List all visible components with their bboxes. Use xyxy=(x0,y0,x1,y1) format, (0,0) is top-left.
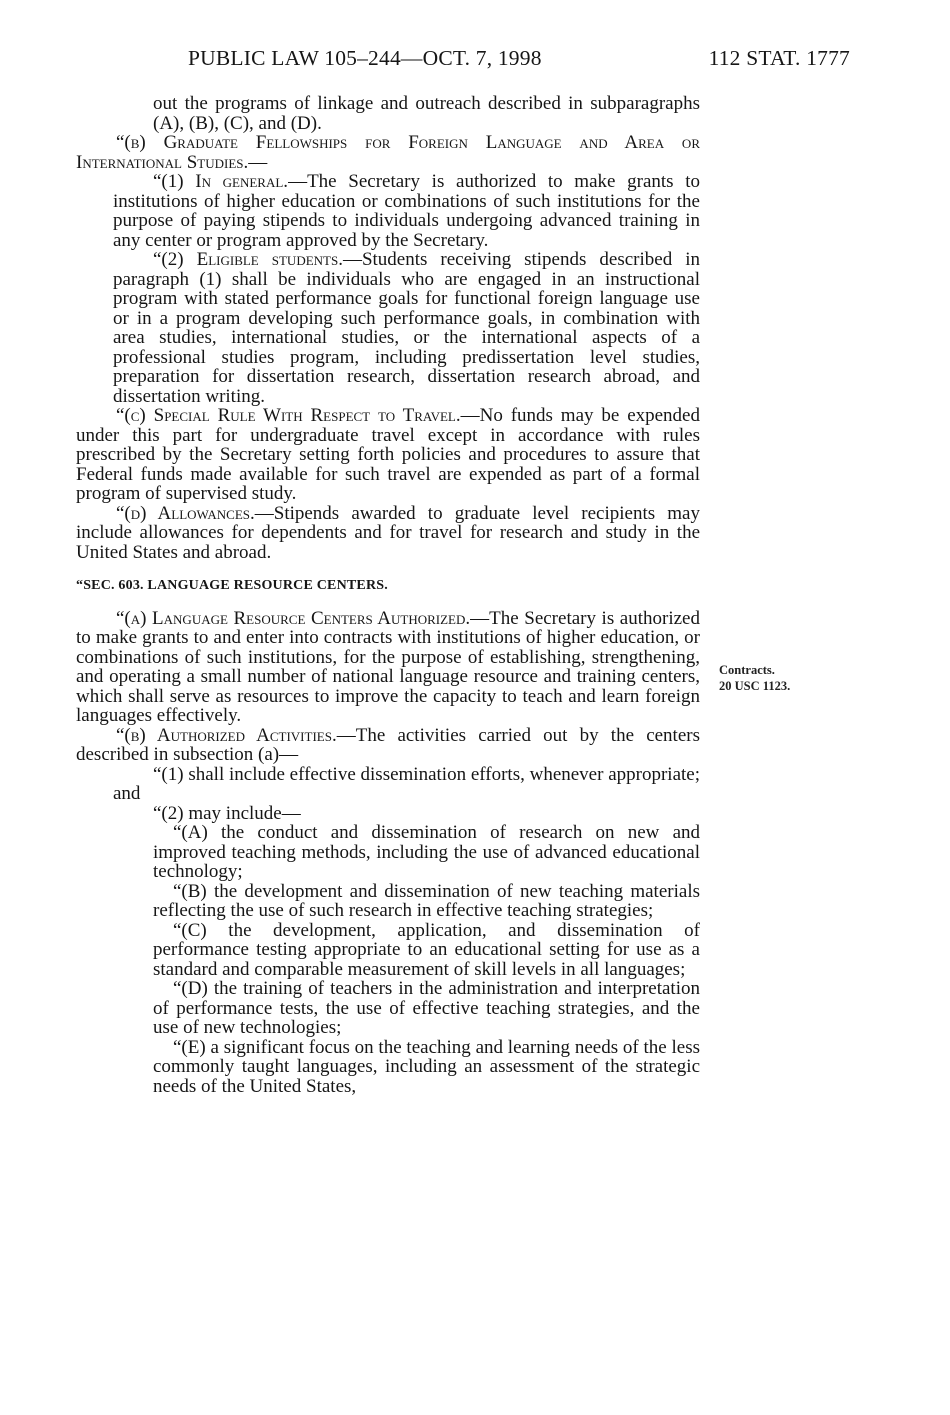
authorized-activities-text: —The activities carried out by the centers described in subsection (a)— xyxy=(76,724,700,765)
paragraph-eligible-students xyxy=(76,250,700,406)
paragraph-special-rule-travel xyxy=(76,406,700,504)
paragraph-item-1: “(1) shall include effective dissemination efforts, whenever appropriate; and xyxy=(113,763,700,804)
paragraph-in-general xyxy=(76,172,700,250)
paragraph-allowances xyxy=(76,504,700,563)
section-603-heading: “SEC. 603. LANGUAGE RESOURCE CENTERS. xyxy=(76,578,388,593)
running-header-title: PUBLIC LAW 105–244—OCT. 7, 1998 xyxy=(188,46,542,70)
paragraph-authorized-activities xyxy=(76,726,700,765)
paragraph-item-E: “(E) a significant focus on the teaching and learning needs of the less commonly taught languages, including an assessment of the strategic needs of the United States, xyxy=(153,1036,700,1097)
special-rule-heading: “(c) Special Rule With Respect to Travel. xyxy=(116,405,461,426)
centers-authorized-heading: “(a) Language Resource Centers Authorized. xyxy=(116,607,471,629)
margin-note-contracts: Contracts. xyxy=(719,663,775,677)
paragraph-centers-authorized xyxy=(76,609,700,726)
body-text xyxy=(76,94,700,1096)
running-header-page: 112 STAT. 1777 xyxy=(708,46,850,70)
paragraph-item-C: “(C) the development, application, and dissemination of performance testing appropriate to an educational setting for use as a standard and comparable measurement of skill levels in all languages; xyxy=(153,919,700,980)
margin-note-usc-citation: 20 USC 1123. xyxy=(719,679,791,693)
allowances-text: —Stipends awarded to graduate level recipients may include allowances for dependents and for travel for research and study in the United States and abroad. xyxy=(76,502,700,563)
in-general-text: —The Secretary is authorized to make grants to institutions of higher education or combinations of such institutions for the purpose of paying stipends to individuals undergoing advanced training in any center or program approved by the Secretary. xyxy=(113,171,701,251)
special-rule-text: —No funds may be expended under this part for undergraduate travel except in accordance with rules prescribed by the Secretary setting forth policies and procedures to assure that Federal funds made available for such travel are expended as part of a formal program of supervised study. xyxy=(76,405,700,504)
in-general-heading: “(1) In general. xyxy=(153,171,289,192)
margin-note xyxy=(719,662,829,694)
paragraph-item-2: “(2) may include— xyxy=(153,802,301,824)
allowances-heading: “(d) Allowances. xyxy=(116,502,255,524)
paragraph-item-B: “(B) the development and dissemination of new teaching materials reflecting the use of such research in effective teaching strategies; xyxy=(153,880,700,921)
eligible-students-text: —Students receiving stipends described in paragraph (1) shall be individuals who are engaged in an instructional program with stated performance goals for functional foreign language use or in a program developing such performance goals, in combination with area studies, international studies, or the international aspects of a professional studies program, including predissertation level studies, preparation for dissertation research, dissertation research abroad, and dissertation writing. xyxy=(113,249,700,407)
authorized-activities-heading: “(b) Authorized Activities. xyxy=(116,724,337,746)
centers-authorized-text: —The Secretary is authorized to make grants to and enter into contracts with institutions of higher education, or combinations of such institutions, for the purpose of establishing, strengthening, and operating a small number of national language resource and training centers, which shall serve as resources to improve the capacity to teach and learn foreign languages effectively. xyxy=(76,607,700,726)
paragraph-item-D: “(D) the training of teachers in the administration and interpretation of performance tests, the use of effective teaching strategies, and the use of new technologies; xyxy=(153,978,700,1038)
paragraph-item-A: “(A) the conduct and dissemination of research on new and improved teaching methods, including the use of advanced educational technology; xyxy=(153,822,700,882)
subsection-b-heading: “(b) Graduate Fellowships for Foreign Language and Area or International Studies.— xyxy=(76,132,700,173)
eligible-students-heading: “(2) Eligible students. xyxy=(153,249,343,270)
paragraph-linkage: out the programs of linkage and outreach described in subparagraphs (A), (B), (C), and (D). xyxy=(153,93,700,134)
